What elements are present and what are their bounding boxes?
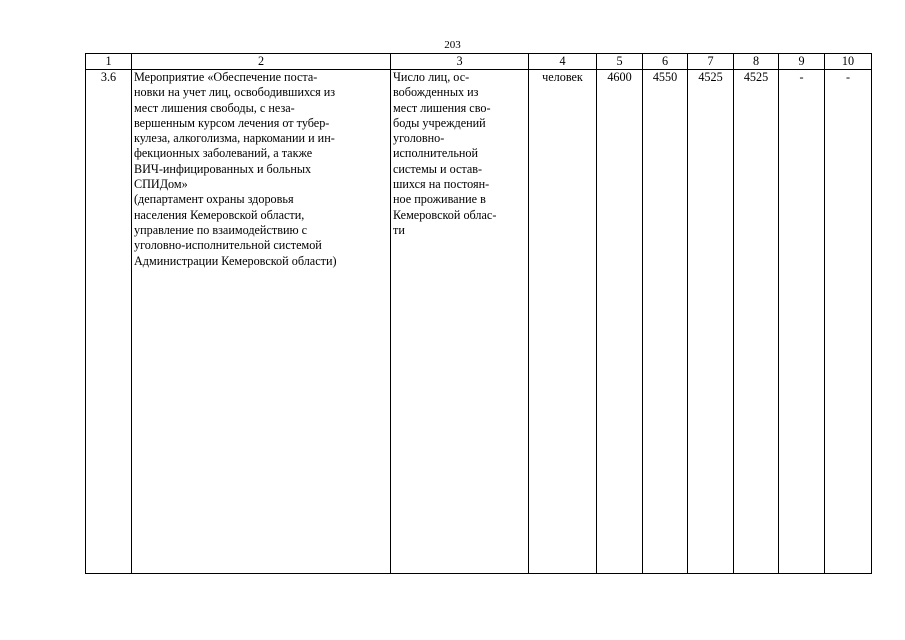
- indicators-table: [85, 53, 872, 574]
- value-cell-6: 4550: [643, 70, 688, 574]
- page-number: 203: [444, 39, 461, 51]
- unit-cell: человек: [529, 70, 597, 574]
- activity-cell: Мероприятие «Обеспечение поста- новки на учет лиц, освободившихся из мест лишения свободы, с неза- вершенным курсом лечения от тубер- кулеза, алкоголизма, наркомании и ин- фекционных заболеваний, а также ВИЧ-инфицированных и больных СПИДом» (департамент охраны здоровья населения Кемеровской области, управление по взаимодействию с уголовно-исполнительной системой Администрации Кемеровской области): [132, 70, 391, 574]
- header-cell-3: 3: [391, 54, 529, 70]
- header-row: [86, 54, 872, 70]
- header-cell-1: 1: [86, 54, 132, 70]
- header-cell-2: 2: [132, 54, 391, 70]
- header-cell-7: 7: [688, 54, 734, 70]
- header-cell-4: 4: [529, 54, 597, 70]
- value-cell-10: -: [825, 70, 872, 574]
- value-cell-8: 4525: [734, 70, 779, 574]
- header-cell-8: 8: [734, 54, 779, 70]
- header-cell-9: 9: [779, 54, 825, 70]
- header-cell-10: 10: [825, 54, 872, 70]
- indicator-cell: Число лиц, ос- вобожденных из мест лишения сво- боды учреждений уголовно- исполнительной системы и остав- шихся на постоян- ное проживание в Кемеровской облас- ти: [391, 70, 529, 574]
- value-cell-9: -: [779, 70, 825, 574]
- header-cell-6: 6: [643, 54, 688, 70]
- table-row: [86, 70, 872, 574]
- value-cell-7: 4525: [688, 70, 734, 574]
- header-cell-5: 5: [597, 54, 643, 70]
- row-number-cell: 3.6: [86, 70, 132, 574]
- value-cell-5: 4600: [597, 70, 643, 574]
